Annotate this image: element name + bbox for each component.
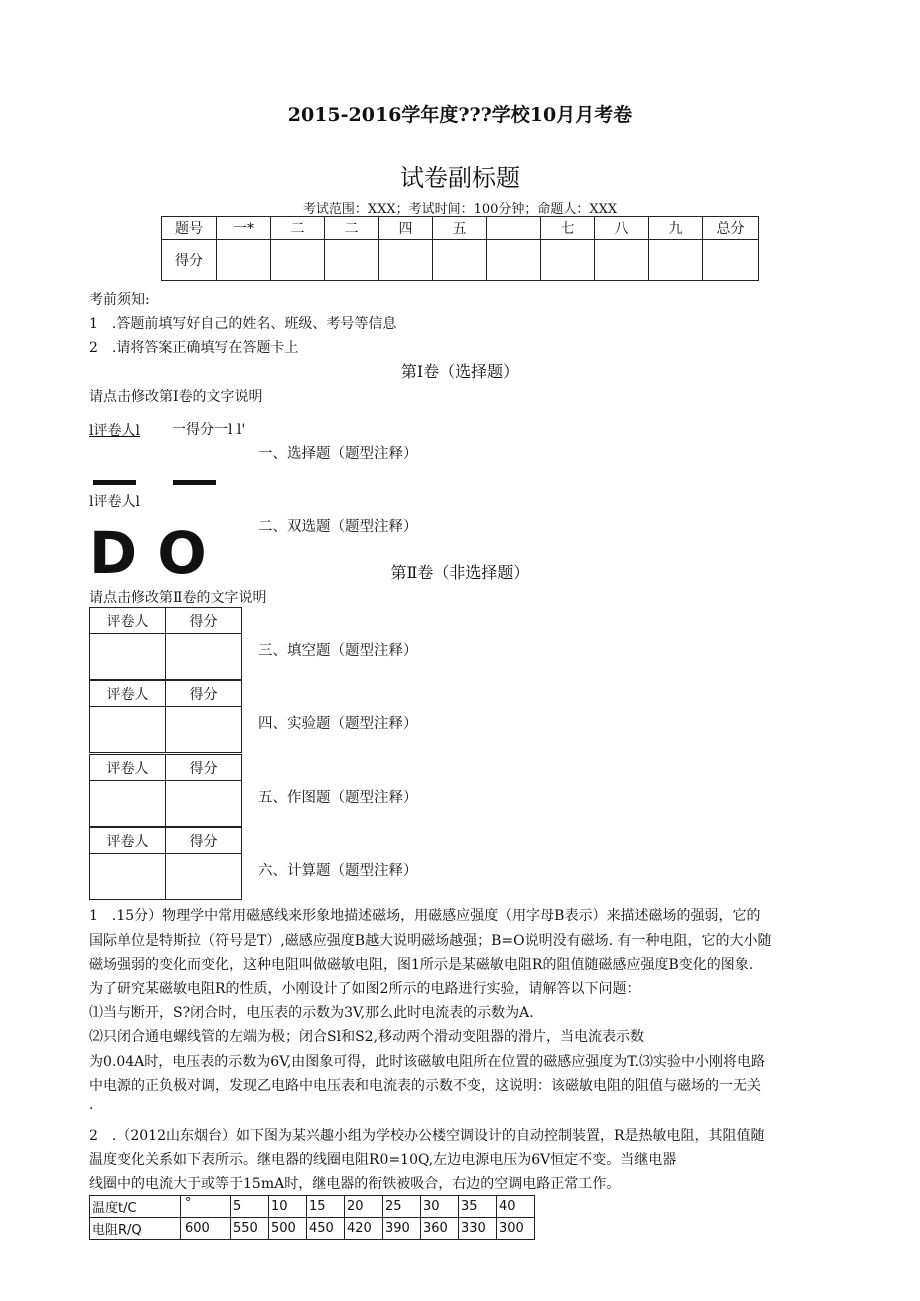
exam-title: 2015-2016学年度???学校10月月考卷 (287, 104, 633, 126)
scan-artifact-text: D O (89, 519, 207, 587)
box-score-label: 得分 (166, 681, 242, 707)
score-cell[interactable] (271, 240, 325, 281)
resistance-cell: 500 (269, 1218, 307, 1240)
resistance-cell: 390 (383, 1218, 421, 1240)
score-row-label: 得分 (162, 240, 217, 281)
section-heading: 三、填空题（题型注释） (258, 643, 418, 659)
box-score-label: 得分 (166, 755, 242, 781)
score-cell[interactable] (649, 240, 703, 281)
temperature-resistance-table (89, 1195, 535, 1240)
note-item: 1 .答题前填写好自己的姓名、班级、考号等信息 (89, 316, 397, 332)
scan-artifact-bar (173, 480, 216, 485)
score-header-cell: 四 (379, 217, 433, 240)
box-reviewer-label: 评卷人 (90, 681, 166, 707)
reviewer-box (89, 827, 242, 900)
question-line: 1 .15分）物理学中常用磁感线来形象地描述磁场，用磁感应强度（用字母B表示）来描述磁场的强弱，它的 (89, 908, 761, 924)
question-line: 磁场强弱的变化而变化，这种电阻叫做磁敏电阻，图1所示是某磁敏电阻R的阻值随磁感应强度B变化的图象. (89, 957, 754, 973)
reviewer-box (89, 680, 242, 753)
section-heading: 五、作图题（题型注释） (258, 790, 418, 806)
score-header-cell: 五 (433, 217, 487, 240)
score-cell[interactable] (703, 240, 759, 281)
resistance-cell: 330 (459, 1218, 497, 1240)
temp-cell: 温度t/C (90, 1196, 181, 1218)
note-item: 2 .请将答案正确填写在答题卡上 (89, 340, 299, 356)
resistance-cell: 300 (497, 1218, 535, 1240)
score-cell[interactable] (325, 240, 379, 281)
score-cell[interactable] (433, 240, 487, 281)
scan-artifact-glyphs (89, 519, 249, 587)
box-reviewer-label: 评卷人 (90, 828, 166, 854)
score-header-cell: 总分 (703, 217, 759, 240)
reviewer-label: l评卷人l (89, 423, 140, 439)
section-heading: 四、实验题（题型注释） (258, 716, 418, 732)
resistance-cell: 电阻R/Q (90, 1218, 181, 1240)
score-table (161, 216, 759, 281)
score-cell[interactable] (217, 240, 271, 281)
temp-cell: 30 (421, 1196, 459, 1218)
question-line: . (89, 1097, 94, 1113)
box-score-label: 得分 (166, 828, 242, 854)
box-cell[interactable] (166, 634, 242, 680)
score-header-cell: 一* (217, 217, 271, 240)
exam-info: 考试范围：XXX；考试时间：100分钟；命题人：XXX (302, 202, 618, 217)
part2-desc: 请点击修改第Ⅱ卷的文字说明 (89, 590, 267, 606)
temp-cell: 40 (497, 1196, 535, 1218)
resistance-cell: 550 (231, 1218, 269, 1240)
score-cell[interactable] (487, 240, 541, 281)
box-cell[interactable] (90, 707, 166, 753)
score-header-cell: 题号 (162, 217, 217, 240)
question-line: 为0.04A时，电压表的示数为6V,由图象可得，此时该磁敏电阻所在位置的磁感应强度为T.⑶实验中小刚将电路 (89, 1054, 766, 1070)
box-cell[interactable] (90, 854, 166, 900)
box-reviewer-label: 评卷人 (90, 608, 166, 634)
resistance-cell: 450 (307, 1218, 345, 1240)
score-header-cell: 七 (541, 217, 595, 240)
box-cell[interactable] (166, 707, 242, 753)
scan-artifact-bar (93, 480, 136, 485)
question-line: 2 .（2012山东烟台）如下图为某兴趣小组为学校办公楼空调设计的自动控制装置，R是热敏电阻，其阻值随 (89, 1128, 765, 1144)
question-line: 为了研究某磁敏电阻R的性质，小刚设计了如图2所示的电路进行实验，请解答以下问题： (89, 981, 641, 997)
resistance-cell: 360 (421, 1218, 459, 1240)
temp-cell: 15 (307, 1196, 345, 1218)
box-cell[interactable] (166, 781, 242, 827)
score-cell[interactable] (595, 240, 649, 281)
score-header-cell: 二 (325, 217, 379, 240)
score-cell[interactable] (541, 240, 595, 281)
score-header-cell: 二 (271, 217, 325, 240)
section-heading: 一、选择题（题型注释） (258, 446, 418, 462)
section-heading: 六、计算题（题型注释） (258, 863, 418, 879)
temp-cell: 5 (231, 1196, 269, 1218)
resistance-cell: 600 (181, 1218, 231, 1240)
part1-desc: 请点击修改第Ⅰ卷的文字说明 (89, 389, 263, 405)
box-cell[interactable] (90, 634, 166, 680)
temp-cell: 10 (269, 1196, 307, 1218)
reviewer-label: l评卷人l (89, 494, 140, 510)
question-line: ⑴当与断开，S?闭合时，电压表的示数为3V,那么此时电流表的示数为A. (89, 1005, 534, 1021)
notes-heading: 考前须知: (89, 292, 150, 308)
exam-subtitle: 试卷副标题 (400, 164, 520, 192)
reviewer-box (89, 607, 242, 680)
question-line: 中电源的正负极对调，发现乙电路中电压表和电流表的示数不变，这说明：该磁敏电阻的阻值与磁场的一无关 (89, 1078, 761, 1094)
resistance-cell: 420 (345, 1218, 383, 1240)
score-header-cell: 八 (595, 217, 649, 240)
score-header-cell: 九 (649, 217, 703, 240)
score-header-cell (487, 217, 541, 240)
temp-cell: ° (181, 1196, 231, 1218)
box-cell[interactable] (90, 781, 166, 827)
score-cell[interactable] (379, 240, 433, 281)
score-label: 一得分一l l' (172, 422, 246, 438)
temp-cell: 20 (345, 1196, 383, 1218)
box-cell[interactable] (166, 854, 242, 900)
part1-title: 第Ⅰ卷（选择题） (400, 362, 520, 381)
box-reviewer-label: 评卷人 (90, 755, 166, 781)
question-line: 线圈中的电流大于或等于15mA时，继电器的衔铁被吸合，右边的空调电路正常工作。 (89, 1176, 621, 1192)
temp-cell: 35 (459, 1196, 497, 1218)
reviewer-box (89, 754, 242, 827)
question-line: 温度变化关系如下表所示。继电器的线圈电阻R0=10Q,左边电源电压为6V恒定不变。当继电器 (89, 1152, 677, 1168)
question-line: 国际单位是特斯拉（符号是T）,磁感应强度B越大说明磁场越强；B=O说明没有磁场. 有一种电阻，它的大小随 (89, 933, 772, 949)
part2-title: 第Ⅱ卷（非选择题） (390, 563, 530, 582)
section-heading: 二、双选题（题型注释） (258, 519, 418, 535)
question-line: ⑵只闭合通电螺线管的左端为极；闭合Sl和S2,移动两个滑动变阻器的滑片，当电流表示数 (89, 1029, 645, 1045)
box-score-label: 得分 (166, 608, 242, 634)
temp-cell: 25 (383, 1196, 421, 1218)
